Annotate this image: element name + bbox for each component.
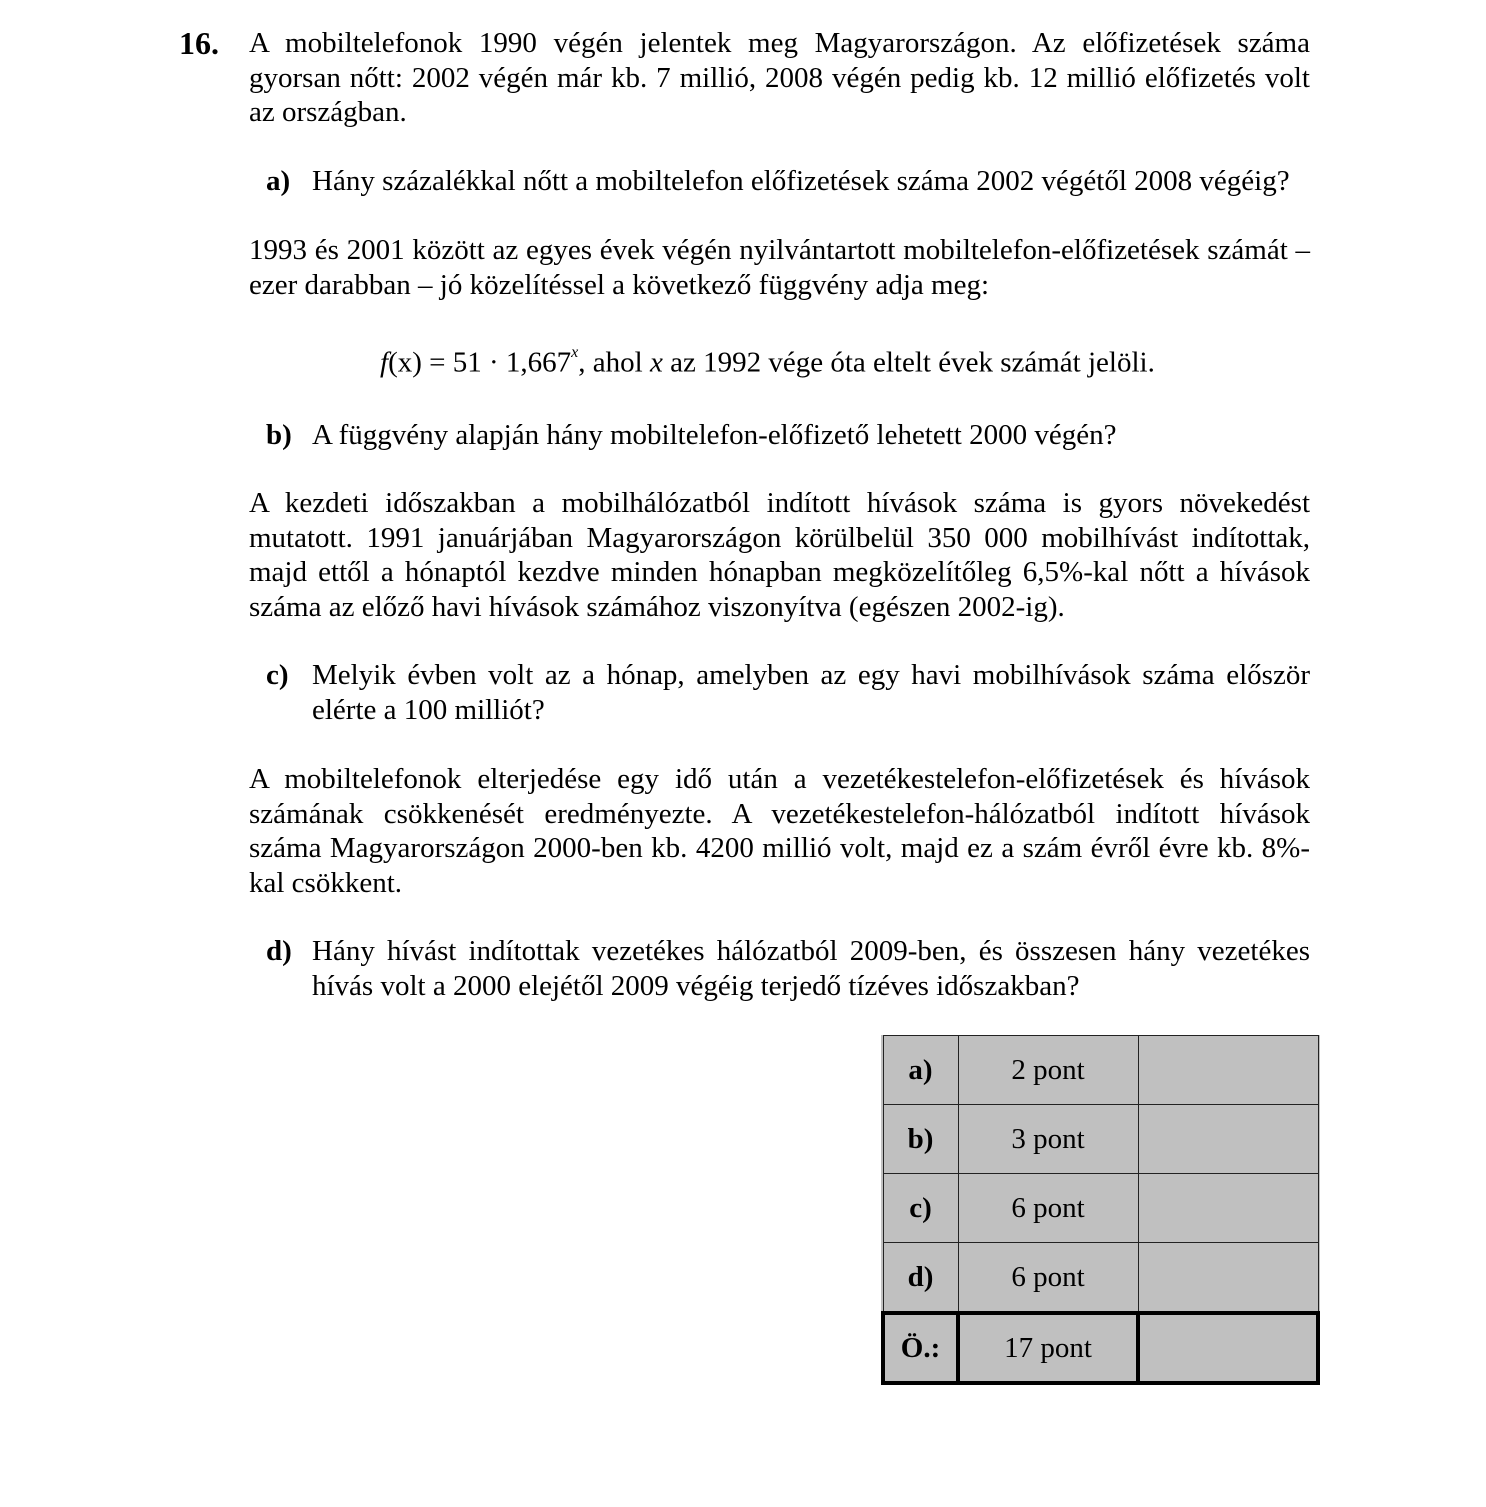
- formula-variable: x: [649, 346, 663, 379]
- question-a-label: a): [266, 165, 291, 197]
- question-d-text: Hány hívást indítottak vezetékes hálózatból 2009-ben, és összesen hány vezetékes hívás volt a 2000 elejétől 2009 végéig terjedő tízéves időszakban?: [312, 935, 1310, 1002]
- intro-paragraph: A mobiltelefonok 1990 végén jelentek meg Magyarországon. Az előfizetések száma gyorsan nőtt: 2002 végén már kb. 7 millió, 2008 végén pedig kb. 12 millió előfizetés volt az országban.: [249, 27, 1310, 128]
- score-row-a: [883, 1036, 1318, 1105]
- score-earned-cell: [1138, 1036, 1318, 1105]
- score-max-points: 6 pont: [958, 1174, 1138, 1243]
- score-part-label: c): [883, 1174, 958, 1243]
- score-row-d: [883, 1243, 1318, 1314]
- question-d: [266, 934, 1310, 1003]
- question-b-label: b): [266, 419, 292, 451]
- formula-line: [380, 340, 1155, 380]
- problem-number: 16.: [179, 25, 219, 61]
- paragraph-d: A mobiltelefonok elterjedése egy idő után a vezetékestelefon-előfizetések és hívások számának csökkenését eredményezte. A vezetékestelefon-hálózatból indított hívások száma Magyarországon 2000-ben kb. 4200 millió volt, majd ez a szám évről évre kb. 8%-kal csökkent.: [249, 763, 1310, 899]
- score-row-c: [883, 1174, 1318, 1243]
- question-a: [266, 164, 1310, 199]
- formula-body: = 51 · 1,667: [421, 346, 572, 379]
- score-part-label: b): [883, 1105, 958, 1174]
- score-earned-cell: [1138, 1243, 1318, 1314]
- score-earned-cell: [1138, 1105, 1318, 1174]
- formula-tail-2: az 1992 vége óta eltelt évek számát jelöli.: [662, 346, 1155, 379]
- formula-tail-1: , ahol: [578, 346, 650, 379]
- formula-argument: (x): [388, 346, 422, 379]
- score-part-label: d): [883, 1243, 958, 1314]
- score-row-b: [883, 1105, 1318, 1174]
- score-earned-cell: [1138, 1174, 1318, 1243]
- question-b: [266, 418, 1310, 453]
- paragraph-b: 1993 és 2001 között az egyes évek végén nyilvántartott mobiltelefon-előfizetések számát – ezer darabban – jó közelítéssel a következő függvény adja meg:: [249, 234, 1310, 301]
- score-max-points: 3 pont: [958, 1105, 1138, 1174]
- question-c-label: c): [266, 659, 289, 691]
- formula-function-name: f: [380, 346, 389, 379]
- score-table: [881, 1035, 1320, 1385]
- score-total-earned-cell: [1138, 1313, 1318, 1383]
- question-c: [266, 658, 1310, 727]
- formula-exponent: x: [571, 344, 579, 361]
- score-max-points: 2 pont: [958, 1036, 1138, 1105]
- score-total-points: 17 pont: [958, 1313, 1138, 1383]
- score-max-points: 6 pont: [958, 1243, 1138, 1314]
- score-row-total: [883, 1313, 1318, 1383]
- question-c-text: Melyik évben volt az a hónap, amelyben az egy havi mobilhívások száma először elérte a 100 milliót?: [312, 659, 1310, 726]
- score-total-label: Ö.:: [883, 1313, 958, 1383]
- paragraph-c: A kezdeti időszakban a mobilhálózatból indított hívások száma is gyors növekedést mutatott. 1991 januárjában Magyarországon körülbelül 350 000 mobilhívást indítottak, majd ettől a hónaptól kezdve minden hónapban megközelítőleg 6,5%-kal nőtt a hívások száma az előző havi hívások számához viszonyítva (egészen 2002-ig).: [249, 487, 1310, 623]
- question-a-text: Hány százalékkal nőtt a mobiltelefon előfizetések száma 2002 végétől 2008 végéig?: [312, 165, 1290, 197]
- score-part-label: a): [883, 1036, 958, 1105]
- question-b-text: A függvény alapján hány mobiltelefon-előfizető lehetett 2000 végén?: [312, 419, 1117, 451]
- question-d-label: d): [266, 935, 292, 967]
